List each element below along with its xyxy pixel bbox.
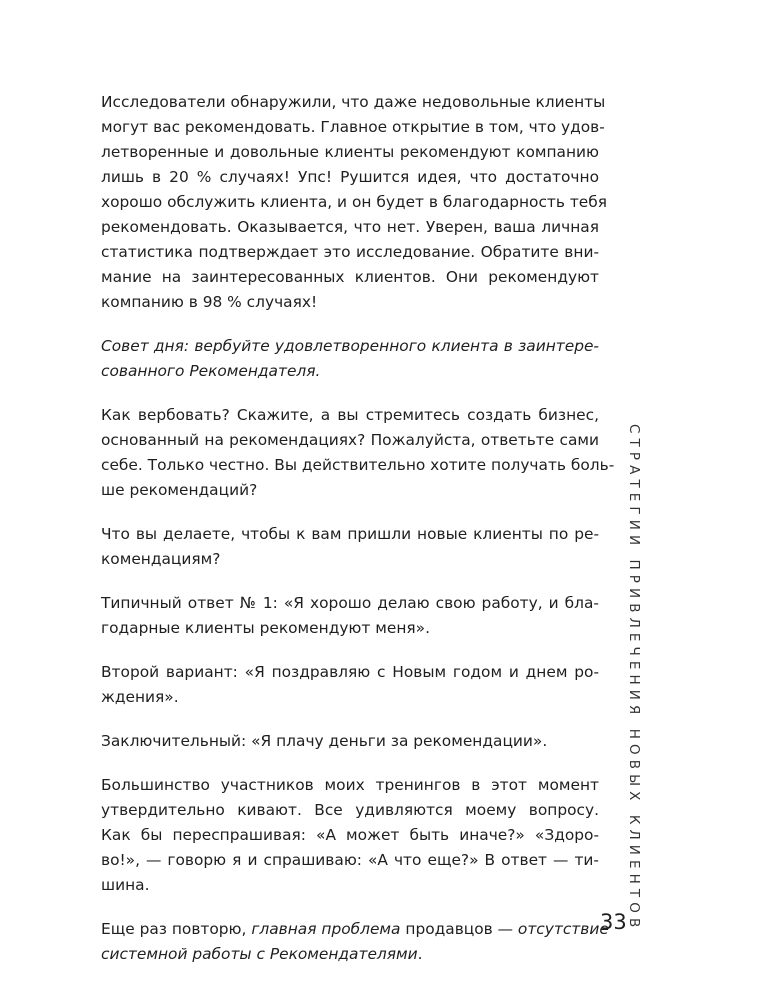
text-line: Заключительный: «Я плачу деньги за рекомендации». — [101, 732, 548, 750]
text-line: хорошо обслужить клиента, и он будет в благодарность тебя — [101, 193, 608, 211]
text-line: системной работы с Рекомендателями. — [101, 945, 423, 963]
text-line: комендациям? — [101, 550, 221, 568]
chapter-side-title — [614, 424, 654, 933]
text-line: летворенные и довольные клиенты рекомендуют компанию — [101, 143, 599, 161]
text-line — [101, 917, 609, 942]
text-line: основанный на рекомендациях? Пожалуйста, ответьте сами — [101, 431, 599, 449]
paragraph-conclusion — [101, 917, 609, 967]
paragraph-research — [101, 90, 608, 315]
text-line: себе. Только честно. Вы действительно хотите получать боль- — [101, 456, 615, 474]
text-line: Как вербовать? Скажите, а вы стремитесь создать бизнес, — [101, 406, 599, 424]
text-line: Второй вариант: «Я поздравляю с Новым годом и днем ро- — [101, 663, 599, 681]
emphasis-systemic-work: системной работы с Рекомендателями — [101, 945, 418, 963]
paragraph-tip-of-day — [101, 334, 599, 384]
emphasis-absence: отсутствие — [517, 920, 609, 938]
paragraph-answer-1 — [101, 591, 599, 641]
text-line: шина. — [101, 876, 150, 894]
text-line: Типичный ответ № 1: «Я хорошо делаю свою работу, и бла- — [101, 594, 599, 612]
text-line: утвердительно кивают. Все удивляются моему вопросу. — [101, 801, 599, 819]
text-line: статистика подтверждает это исследование. Обратите вни- — [101, 243, 599, 261]
text-line: годарные клиенты рекомендуют меня». — [101, 619, 430, 637]
chapter-side-title-text: СТРАТЕГИИ ПРИВЛЕЧЕНИЯ НОВЫХ КЛИЕНТОВ — [626, 424, 642, 933]
text-line: лишь в 20 % случаях! Упс! Рушится идея, что достаточно — [101, 168, 599, 186]
text-run: Еще раз повторю, — [101, 920, 252, 938]
text-line: во!», — говорю я и спрашиваю: «А что еще?» В ответ — ти- — [101, 851, 599, 869]
paragraph-question — [101, 522, 599, 572]
text-line: Большинство участников моих тренингов в этот момент — [101, 776, 599, 794]
paragraph-answer-2 — [101, 660, 599, 710]
text-line: Что вы делаете, чтобы к вам пришли новые клиенты по ре- — [101, 525, 599, 543]
text-line: рекомендовать. Оказывается, что нет. Уверен, ваша личная — [101, 218, 599, 236]
text-line: компанию в 98 % случаях! — [101, 293, 318, 311]
text-line: мание на заинтересованных клиентов. Они рекомендуют — [101, 268, 599, 286]
text-line: сованного Рекомендателя. — [101, 362, 321, 380]
paragraph-reaction — [101, 773, 599, 898]
text-line: могут вас рекомендовать. Главное открытие в том, что удов- — [101, 118, 605, 136]
text-line: Совет дня: вербуйте удовлетворенного клиента в заинтере- — [101, 337, 599, 355]
page-number: 33 — [600, 910, 627, 934]
text-line: ше рекомендаций? — [101, 481, 258, 499]
text-line: Исследователи обнаружили, что даже недовольные клиенты — [101, 93, 606, 111]
text-run: продавцов — — [400, 920, 518, 938]
paragraph-how-to-recruit — [101, 403, 615, 503]
text-line: Как бы переспрашивая: «А может быть иначе?» «Здоро- — [101, 826, 599, 844]
emphasis-main-problem: главная проблема — [251, 920, 401, 938]
paragraph-answer-3 — [101, 729, 599, 754]
text-line: ждения». — [101, 688, 179, 706]
